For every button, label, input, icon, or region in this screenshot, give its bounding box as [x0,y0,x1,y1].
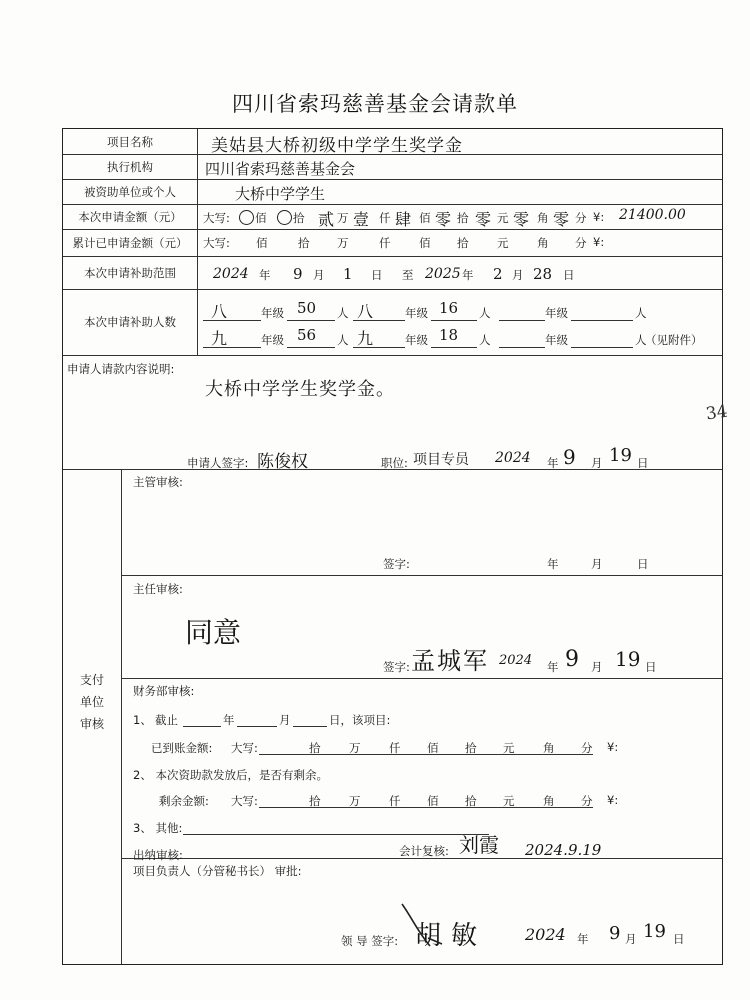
cutoff-label: 截止 [155,713,178,727]
blank-line [237,726,277,727]
amount-unit: 分 [575,211,587,225]
period-end-day: 28 [533,265,553,283]
blank-line [431,347,477,348]
accountant-date: 2024.9.19 [525,841,602,859]
signature-stroke-icon [398,898,488,958]
applicant-date-year: 2024 [495,450,531,466]
form-table [62,128,723,965]
applicant-signature-label: 申请人签字: [187,456,249,470]
year-label: 年 [547,557,559,571]
paid-unit: 拾 [465,741,477,755]
period-end-month: 2 [493,265,503,283]
year-label: 年 [547,456,559,470]
director-comment: 同意 [185,616,242,649]
approval-side-label [67,669,117,735]
recipient-value: 大桥中学学生 [235,185,326,203]
year-label: 年 [547,660,559,674]
amount-unit: 拾 [293,211,305,225]
headcount-value: 16 [439,299,459,317]
finance-item-number: 1、 [133,713,152,727]
applicant-signature: 陈俊权 [257,452,308,472]
amount-figure: 21400.00 [619,207,686,223]
supervisor-sign-label: 签字: [383,557,410,571]
grade-value: 八 [357,302,374,321]
side-label-line: 单位 [79,695,104,709]
person-label: 人 [635,306,647,320]
remaining-daxie-label: 大写: [231,794,258,808]
cumulative-unit: 角 [537,236,549,250]
amount-digit: 零 [553,210,570,229]
person-label: 人 [635,333,647,347]
month-label: 月 [591,660,603,674]
paid-amount-label: 已到账金额: [151,741,213,755]
person-label: 人 [479,333,491,347]
finance-item-2: 2、 本次资助款发放后，是否有剩余。 [133,768,328,782]
headcount-value: 18 [439,326,459,344]
form-title: 四川省索玛慈善基金会请款单 [232,92,518,116]
month-label: 月 [625,932,637,946]
supervisor-review-label: 主管审核: [133,475,183,489]
row-divider [63,289,722,290]
paid-unit: 仟 [389,741,401,755]
day-label: 日 [637,456,649,470]
director-date-day: 19 [615,647,641,671]
row-divider [121,678,722,679]
grade-label: 年级 [545,306,568,320]
leader-signature: 胡敏 [415,921,488,951]
period-day-label: 日 [563,268,575,282]
remaining-unit: 元 [503,794,515,808]
grade-value: 九 [211,329,228,348]
cumulative-unit: 元 [497,236,509,250]
amount-unit: 元 [497,211,509,225]
amount-unit: 万 [337,211,349,225]
row-divider [121,575,722,576]
blank-line [293,726,327,727]
leader-date-year: 2024 [525,925,566,944]
cumulative-unit: 仟 [379,236,391,250]
month-label: 月 [591,456,603,470]
amount-unit: 角 [537,211,549,225]
remaining-currency-label: ¥: [607,793,619,807]
grade-value: 九 [357,329,374,348]
director-sign-label: 签字: [383,660,410,674]
paid-unit: 拾 [309,741,321,755]
amount-digit: 肆 [395,210,412,229]
row-divider [63,204,722,205]
blank-line [287,347,335,348]
year-label: 年 [577,932,589,946]
cumulative-unit: 分 [575,236,587,250]
leader-date-month: 9 [609,923,621,944]
explanation-value: 大桥中学学生奖学金。 [205,379,395,400]
paid-daxie-label: 大写: [231,741,258,755]
leader-sign-label: 领 导 签字: [341,934,399,948]
paid-unit: 角 [543,741,555,755]
see-attachment-label: （见附件） [645,333,703,347]
period-start-year: 2024 [213,266,249,282]
paid-unit: 佰 [427,741,439,755]
amount-digit: 零 [475,210,492,229]
amount-unit: 佰 [419,211,431,225]
accountant-review-label: 会计复核: [399,844,449,858]
paid-unit: 万 [349,741,361,755]
period-month-label: 月 [512,268,524,282]
day-label: 日 [673,932,685,946]
finance-review-label: 财务部审核: [133,684,195,698]
month-label: 月 [279,713,291,727]
cumulative-unit: 拾 [457,236,469,250]
amount-digit: 贰 [318,210,335,229]
leader-date-day: 19 [643,921,666,942]
project-name-label: 项目名称 [107,135,153,149]
remaining-unit: 佰 [427,794,439,808]
grade-label: 年级 [261,306,284,320]
cumulative-unit: 拾 [298,236,310,250]
side-label-line: 审核 [79,717,104,731]
executing-org-value: 四川省索玛慈善基金会 [205,160,356,178]
remaining-unit: 拾 [465,794,477,808]
blank-line [431,320,477,321]
person-label: 人 [337,333,349,347]
paid-unit: 分 [581,741,593,755]
applicant-date-month: 9 [563,445,576,469]
cashier-review-label: 出纳审核: [133,848,183,862]
blank-line [183,834,489,835]
amount-unit: 佰 [255,211,267,225]
month-label: 月 [591,557,603,571]
amount-unit: 拾 [457,211,469,225]
amount-daxie-label: 大写: [203,211,230,225]
row-divider [63,179,722,180]
blank-line [183,726,221,727]
position-value: 项目专员 [413,452,469,468]
struck-through-mark [277,210,292,225]
director-review-label: 主任审核: [133,582,183,596]
project-name-value: 美姑县大桥初级中学学生奖学金 [211,136,463,156]
column-divider [121,469,122,964]
headcount-label: 本次申请补助人数 [84,315,176,329]
blank-line [287,320,335,321]
period-start-day: 1 [343,265,353,283]
remaining-unit: 仟 [389,794,401,808]
executing-org-label: 执行机构 [107,160,153,174]
margin-page-number: 34 [704,401,729,425]
period-label: 本次申请补助范围 [84,266,176,280]
remaining-unit: 拾 [309,794,321,808]
blank-line [571,320,633,321]
director-signature: 孟城军 [411,647,489,675]
remaining-amount-label: 剩余金额: [159,794,209,808]
grade-label: 年级 [261,333,284,347]
recipient-label: 被资助单位或个人 [84,185,176,199]
amount-unit-hundred-million-mark [239,210,267,226]
grade-label: 年级 [405,333,428,347]
finance-item-3: 3、 其他: [133,821,183,835]
period-start-month: 9 [293,265,303,283]
remaining-unit: 角 [543,794,555,808]
cumulative-unit: 佰 [256,236,268,250]
row-divider [63,256,722,257]
paid-unit: 元 [503,741,515,755]
grade-value: 八 [211,302,228,321]
cumulative-unit: 佰 [419,236,431,250]
side-label-line: 支付 [79,673,104,687]
day-label: 日 [645,660,657,674]
period-year-label: 年 [259,268,271,282]
period-to-label: 至 [402,268,414,282]
cumulative-unit: 万 [337,236,349,250]
amount-digit: 零 [513,210,530,229]
cumulative-daxie-label: 大写: [203,236,230,250]
director-date-month: 9 [565,647,579,672]
grade-label: 年级 [545,333,568,347]
amount-unit: 仟 [379,211,391,225]
position-label: 职位: [381,456,408,470]
period-day-label: 日 [371,268,383,282]
cumulative-currency-label: ¥: [593,235,605,249]
remaining-unit: 万 [349,794,361,808]
amount-currency-label: ¥: [593,210,605,224]
explanation-label: 申请人请款内容说明: [67,362,175,376]
grade-label: 年级 [405,306,428,320]
blank-line [499,320,545,321]
amount-requested-label: 本次申请金额（元） [78,210,182,224]
period-year-label: 年 [462,268,474,282]
headcount-value: 56 [297,326,317,344]
person-label: 人 [479,306,491,320]
row-divider [63,355,722,356]
amount-unit-ten-million-mark [277,210,305,226]
struck-through-mark [239,210,254,225]
day-project-label: 日，该项目: [329,713,391,727]
period-month-label: 月 [313,268,325,282]
year-label: 年 [223,713,235,727]
cumulative-amount-label: 累计已申请金额（元） [72,236,188,250]
period-end-year: 2025 [425,266,461,282]
day-label: 日 [637,557,649,571]
blank-line [571,347,633,348]
applicant-date-day: 19 [609,445,632,466]
leader-approval-label: 项目负责人（分管秘书长） 审批: [133,864,302,878]
paid-currency-label: ¥: [607,740,619,754]
amount-digit: 壹 [353,210,370,229]
person-label: 人 [337,306,349,320]
blank-line [499,347,545,348]
column-divider [197,129,198,355]
headcount-value: 50 [297,299,317,317]
accountant-signature: 刘霞 [459,833,499,857]
remaining-unit: 分 [581,794,593,808]
amount-digit: 零 [435,210,452,229]
director-date-year: 2024 [499,653,533,668]
row-divider [63,229,722,230]
